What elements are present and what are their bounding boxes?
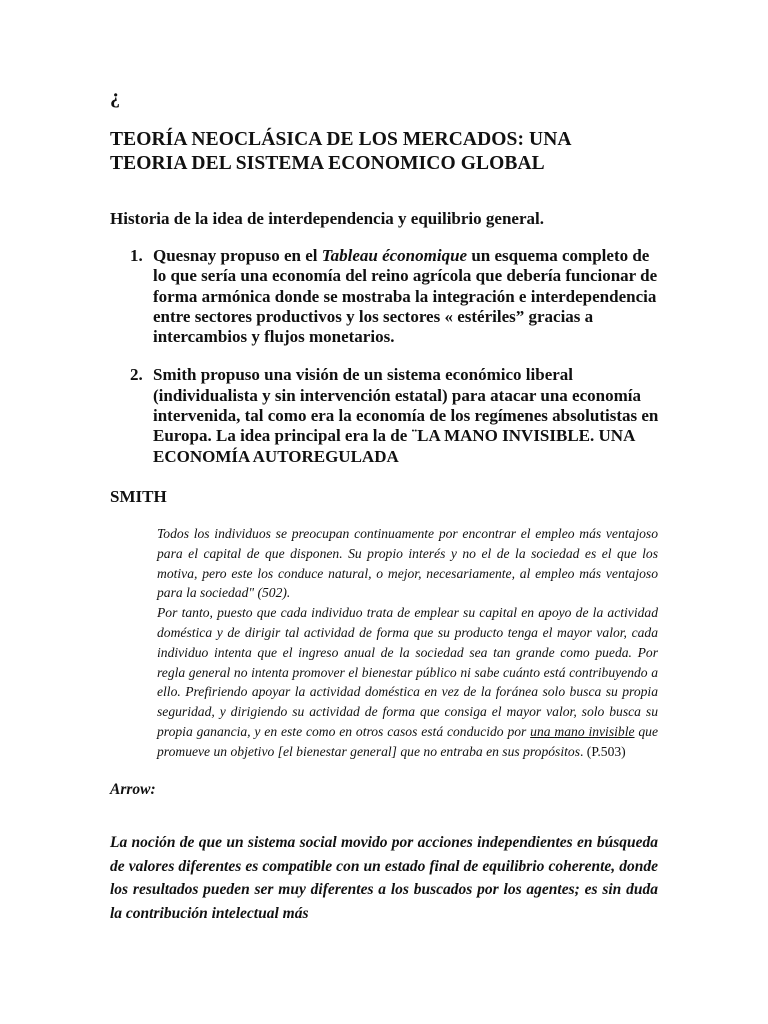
quote-underlined-phrase: una mano invisible <box>530 723 635 739</box>
list-item-quesnay <box>110 246 660 347</box>
quote-page-reference: . (P.503) <box>580 743 626 759</box>
smith-quote <box>157 524 658 762</box>
list-number: 2. <box>130 365 143 385</box>
arrow-heading: Arrow: <box>110 781 156 798</box>
document-title: TEORÍA NEOCLÁSICA DE LOS MERCADOS: UNA TEORIA DEL SISTEMA ECONOMICO GLOBAL <box>110 129 571 174</box>
quote-text-pre: Por tanto, puesto que cada individuo trata de emplear su capital en apoyo de la actividad doméstica y de dirigir tal actividad de forma que su producto tenga el mayor valor, cada individuo intenta que el ingreso anual de la sociedad sea tan grande como pueda. Por regla general no intenta promover el bienestar público ni sabe cuánto está contribuyendo a ello. Prefiriendo apoyar la actividad doméstica en vez de la foránea solo busca su propia seguridad, y dirigiendo su actividad de forma que consiga el mayor valor, solo busca su propia ganancia, y en este como en otros casos está conducido por <box>157 605 658 739</box>
item-text-pre: Smith propuso una visión de un sistema económico liberal (individualista y sin intervención estatal) para atacar una economía intervenida, tal como era la economía de los regímenes absolutistas en Europa. La idea principal era la de ¨LA MANO INVISIBLE. UNA ECONOMÍA AUTOREGULADA <box>153 365 659 466</box>
section-subtitle: Historia de la idea de interdependencia y equilibrio general. <box>110 209 544 228</box>
smith-heading: SMITH <box>110 487 167 506</box>
item-text-pre: Quesnay propuso en el <box>153 246 322 265</box>
item-text-emphasis: Tableau économique <box>321 246 468 265</box>
quote-paragraph-1: Todos los individuos se preocupan continuamente por encontrar el empleo más ventajoso para el capital de que disponen. Su propio interés y no el de la sociedad es el que los motiva, pero este los conduce natural, o mejor, necesariamente, al empleo más ventajoso para la sociedad" (502). <box>157 526 658 601</box>
list-number: 1. <box>130 246 143 265</box>
inverted-question-mark: ¿ <box>110 86 120 108</box>
quote-text-post: que promueve un objetivo [el bienestar general] que no entraba en sus propósitos <box>157 723 658 759</box>
arrow-paragraph: La noción de que un sistema social movido por acciones independientes en búsqueda de valores diferentes es compatible con un estado final de equilibrio coherente, donde los resultados pueden ser muy diferentes a los buscados por los agentes; es sin duda la contribución intelectual más <box>110 834 658 922</box>
history-list <box>110 246 660 485</box>
item-text-post: un esquema completo de lo que sería una economía del reino agrícola que debería funcionar de forma armónica donde se mostraba la integración e interdependencia entre sectores productivos y los sectores « estériles” gracias a intercambios y flujos monetarios. <box>153 246 658 347</box>
list-item-smith <box>110 365 660 466</box>
quote-paragraph-2 <box>157 603 658 761</box>
